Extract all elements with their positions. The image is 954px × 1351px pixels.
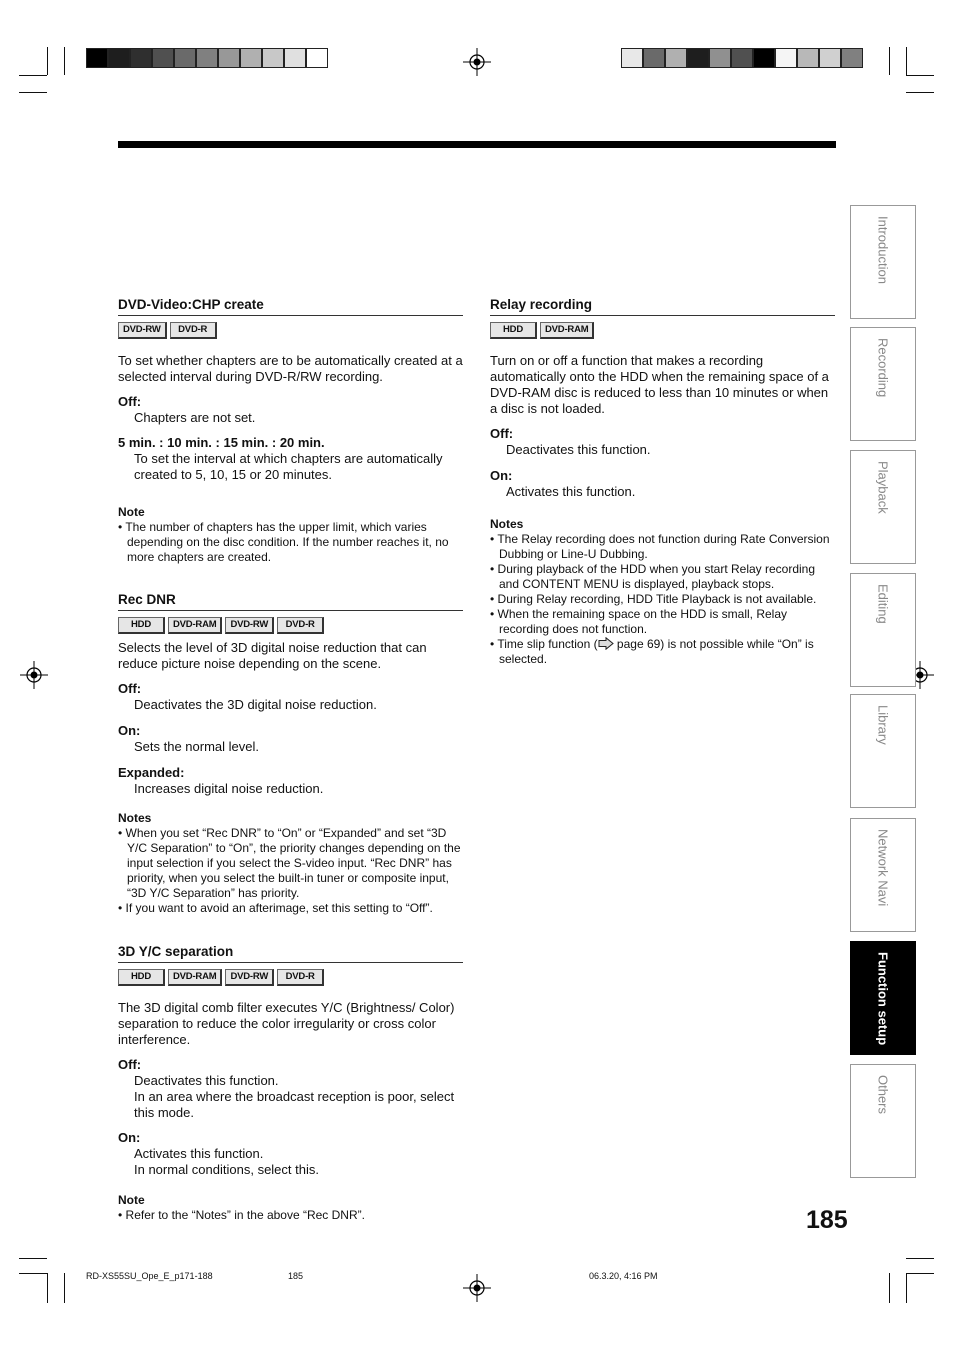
note-item: • When you set “Rec DNR” to “On” or “Expanded” and set “3D Y/C Separation” to “On”, the priority changes depending on the input selection if you select the S-video input. “Rec DNR” has priority, when you select the built-in tuner or composite input, “3D Y/C Separation” has priority.: [118, 826, 461, 900]
tab-library[interactable]: Library: [850, 694, 916, 808]
color-swatch: [196, 48, 218, 68]
tab-introduction[interactable]: Introduction: [850, 205, 916, 319]
color-swatch: [687, 48, 709, 68]
note-item: • During Relay recording, HDD Title Playback is not available.: [490, 592, 817, 606]
media-badge: DVD-R: [277, 969, 324, 986]
media-badge: DVD-RW: [118, 322, 167, 339]
section-title: Relay recording: [490, 297, 835, 316]
note-item: • If you want to avoid an afterimage, set this setting to “Off”.: [118, 901, 433, 915]
crop-mark: [906, 75, 934, 76]
option-term: Off:: [118, 394, 142, 409]
crop-mark: [906, 1273, 907, 1303]
header-rule: [118, 141, 836, 148]
section-chp-create: [118, 297, 463, 565]
tab-recording[interactable]: Recording: [850, 327, 916, 441]
crop-mark: [906, 1273, 934, 1274]
section-relay-recording: [490, 297, 835, 667]
note-item: • Time slip function ( page 69) is not possible while “On” is selected.: [490, 637, 814, 666]
left-column: [118, 297, 463, 1223]
notes-heading: Note: [118, 1193, 145, 1207]
color-swatch: [108, 48, 130, 68]
notes-list: [490, 532, 835, 667]
color-swatch: [86, 48, 108, 68]
option-desc: Sets the normal level.: [134, 739, 260, 754]
media-badge: HDD: [118, 617, 165, 634]
color-swatch: [709, 48, 731, 68]
color-swatch: [306, 48, 328, 68]
arrow-right-icon: [598, 637, 614, 650]
tab-function-setup[interactable]: Function setup: [850, 941, 916, 1055]
option-desc: To set the interval at which chapters are automatically created to 5, 10, 15 or 20 minutes.: [134, 451, 443, 482]
media-badges: [118, 617, 463, 634]
option-term: Off:: [118, 1057, 142, 1072]
color-bar-right: [621, 48, 863, 68]
crop-mark: [47, 47, 48, 75]
crop-mark: [906, 1258, 934, 1259]
right-column: [490, 297, 835, 667]
option-term: On:: [490, 468, 513, 483]
crop-mark: [889, 47, 890, 75]
crop-mark: [47, 1273, 48, 1303]
media-badge: DVD-RAM: [168, 969, 222, 986]
color-swatch: [174, 48, 196, 68]
option-term: On:: [118, 723, 141, 738]
color-swatch: [665, 48, 687, 68]
notes-list: [118, 826, 463, 916]
section-body: Turn on or off a function that makes a recording automatically onto the HDD when the remaining space of a DVD-RAM disc is reduced to less than 10 minutes or when a disc is not loaded.: [490, 353, 829, 416]
media-badges: [118, 969, 463, 986]
color-swatch: [240, 48, 262, 68]
color-swatch: [262, 48, 284, 68]
registration-mark-icon: [20, 661, 48, 689]
option-desc: Deactivates this function.: [134, 1073, 279, 1088]
crop-mark: [19, 92, 47, 93]
option-desc: Activates this function.: [134, 1146, 264, 1161]
color-swatch: [753, 48, 775, 68]
note-item: • The Relay recording does not function during Rate Conversion Dubbing or Line-U Dubbing.: [490, 532, 830, 561]
section-3d-yc: [118, 944, 463, 1223]
notes-heading: Notes: [490, 517, 524, 531]
media-badge: DVD-R: [170, 322, 217, 339]
media-badge: DVD-R: [277, 617, 324, 634]
section-title: 3D Y/C separation: [118, 944, 463, 963]
option-desc: In normal conditions, select this.: [134, 1162, 319, 1177]
option-desc: Deactivates this function.: [506, 442, 651, 457]
option-desc: Chapters are not set.: [134, 410, 256, 425]
footer-page: 185: [288, 1271, 304, 1281]
color-swatch: [731, 48, 753, 68]
option-desc: Deactivates the 3D digital noise reduction.: [134, 697, 377, 712]
crop-mark: [889, 1273, 890, 1303]
section-title: Rec DNR: [118, 592, 463, 611]
section-body: Selects the level of 3D digital noise reduction that can reduce picture noise depending on the scene.: [118, 640, 427, 671]
media-badges: [118, 322, 463, 339]
note-item: • When the remaining space on the HDD is small, Relay recording does not function.: [490, 607, 788, 636]
media-badge: DVD-RW: [225, 969, 274, 986]
media-badge: DVD-RAM: [168, 617, 222, 634]
tab-others[interactable]: Others: [850, 1064, 916, 1178]
section-title: DVD-Video:CHP create: [118, 297, 463, 316]
media-badge: HDD: [118, 969, 165, 986]
section-body: To set whether chapters are to be automatically created at a selected interval during DVD-R/RW recording.: [118, 353, 463, 384]
footer-file: RD-XS55SU_Ope_E_p171-188: [86, 1271, 213, 1281]
option-term: On:: [118, 1130, 141, 1145]
color-swatch: [775, 48, 797, 68]
crop-mark: [19, 1273, 47, 1274]
media-badge: HDD: [490, 322, 537, 339]
color-swatch: [819, 48, 841, 68]
option-term: Off:: [490, 426, 514, 441]
tab-network-navi[interactable]: Network Navi: [850, 818, 916, 932]
crop-mark: [64, 1273, 65, 1303]
crop-mark: [64, 47, 65, 75]
note-item: • Refer to the “Notes” in the above “Rec DNR”.: [118, 1208, 365, 1222]
crop-mark: [906, 92, 934, 93]
option-term: Expanded:: [118, 765, 185, 780]
registration-mark-icon: [463, 1274, 491, 1302]
notes-list: [118, 520, 463, 565]
crop-mark: [906, 47, 907, 75]
notes-heading: Notes: [118, 811, 152, 825]
option-desc: Increases digital noise reduction.: [134, 781, 324, 796]
note-item: • The number of chapters has the upper limit, which varies depending on the disc condition. If the number reaches it, no more chapters are created.: [118, 520, 449, 564]
media-badges: [490, 322, 835, 339]
note-item: • During playback of the HDD when you start Relay recording and CONTENT MENU is displayed, playback stops.: [490, 562, 816, 591]
color-swatch: [152, 48, 174, 68]
page-number: 185: [806, 1206, 848, 1234]
option-desc: Activates this function.: [506, 484, 636, 499]
notes-list: [118, 1208, 463, 1223]
color-swatch: [643, 48, 665, 68]
color-swatch: [797, 48, 819, 68]
option-term: 5 min. : 10 min. : 15 min. : 20 min.: [118, 435, 325, 450]
color-bar-left: [86, 48, 328, 68]
section-body: The 3D digital comb filter executes Y/C (Brightness/ Color) separation to reduce the color irregularity or cross color interference.: [118, 1000, 455, 1047]
color-swatch: [130, 48, 152, 68]
notes-heading: Note: [118, 505, 145, 519]
footer-timestamp: 06.3.20, 4:16 PM: [589, 1271, 658, 1281]
tab-playback[interactable]: Playback: [850, 450, 916, 564]
color-swatch: [284, 48, 306, 68]
registration-mark-icon: [463, 48, 491, 76]
section-rec-dnr: [118, 592, 463, 916]
option-desc: In an area where the broadcast reception is poor, select this mode.: [134, 1089, 455, 1120]
color-swatch: [218, 48, 240, 68]
color-swatch: [621, 48, 643, 68]
media-badge: DVD-RW: [225, 617, 274, 634]
crop-mark: [19, 75, 47, 76]
tab-editing[interactable]: Editing: [850, 573, 916, 687]
option-term: Off:: [118, 681, 142, 696]
crop-mark: [19, 1258, 47, 1259]
color-swatch: [841, 48, 863, 68]
media-badge: DVD-RAM: [540, 322, 594, 339]
